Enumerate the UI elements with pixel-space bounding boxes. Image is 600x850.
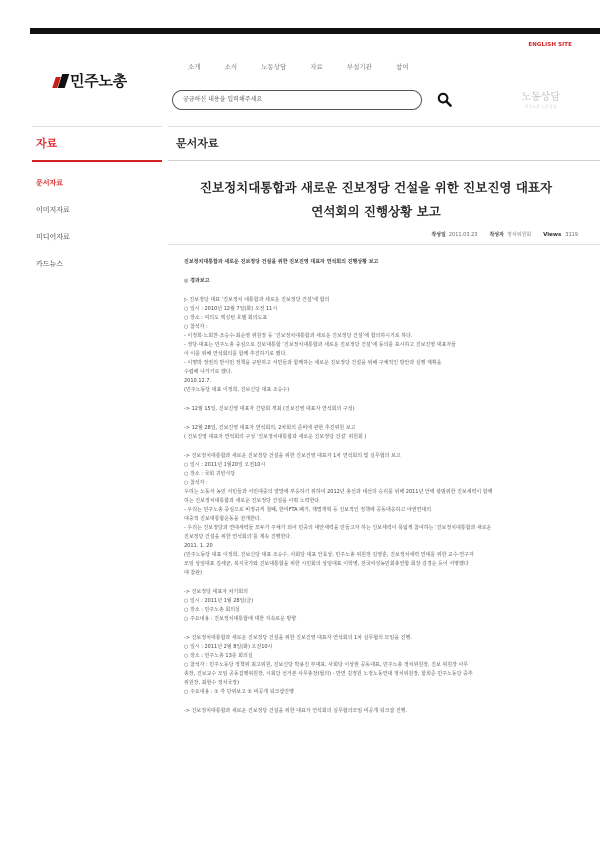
divider [168,126,600,127]
sidebar-menu [36,178,70,286]
nav-item-news[interactable]: 소식 [224,63,238,71]
body-line: ○ 주요내용 : ① 각 단위보고 ② 비공개 워크샵진행 [184,689,294,695]
body-line: ○ 장소 : 민주노총 13층 회의실 [184,653,253,659]
post-author: 정치위원회 [506,232,532,238]
body-line: ○ 일시 : 2011년 2월 8일(화) 오전10시 [184,644,273,650]
body-line: (민주노동당 대표 이정희, 진보신당 대표 조승수, 사회당 대표 안효상, 민주노총 위원장 김영훈, 진보정치세력 연대를 위한 교수·연구자 [184,552,474,558]
nav-item-intro[interactable]: 소개 [188,63,201,71]
nav-item-counsel[interactable]: 노동상담 [261,63,287,71]
sidebar-item-cardnews[interactable]: 카드뉴스 [36,260,64,268]
body-line: 대중적 진보대통합운동을 전개한다. [184,516,262,522]
post-date: 2011.03.23 [448,232,478,238]
body-line: -> 12월 15일, 진보진영 대표자 간담회 개최 (진보진영 대표자 연석회의 구성) [184,406,355,412]
body-line: -> 진보정당 대표자 차기회의 [184,589,248,595]
banner-subtitle: 민주노총 노동상담 [524,104,557,109]
sidebar-item-images[interactable]: 이미지자료 [36,206,70,214]
nav-item-participate[interactable]: 참여 [395,63,409,71]
body-line: - 이정희·노회찬·조승수·최순영 위원장 등 ‘진보정치대통합과 새로운 진보정당 건설’에 합의하시기로 하다. [184,333,413,339]
body-line: - 우리는 진보정당과 연대세력들 모두가 주체가 되어 민중의 대안세력을 만들고자 하는 진보세력이 폭넓게 참여하는 ‘진보정치대통합과 새로운 [184,525,492,531]
body-line: ○ 참석자 : [184,324,208,330]
body-line: 2011. 1. 20 [184,543,213,549]
paragraph-spacer [184,414,584,424]
banner-title: 노동상담 [521,92,560,103]
body-line: 진보정치대통합과 새로운 진보정당 건설을 위한 진보진영 대표자 연석회의 진행상황 보고 [184,259,379,265]
sidebar-item-documents[interactable]: 문서자료 [36,179,64,187]
body-line: -> 12월 28일, 진보진영 대표자 연석회의, 2차회의 준비에 관한 추진위원 보고 [184,425,356,431]
nav-item-resources[interactable]: 자료 [310,63,323,71]
body-line: -> 진보정치대통합과 새로운 진보정당 건설을 위한 진보진영 대표자 1차 연석회의 및 실무협의 보고 [184,453,401,459]
english-site-link[interactable]: ENGLISH SITE [528,42,572,48]
body-line: 위원장, 최현수 정치국장) [184,680,240,686]
paragraph-spacer [184,395,584,405]
body-line: 진보정당 건설을 위한 연석회의’를 계속 진행한다. [184,534,292,540]
body-line: 이 이를 위해 연석회의를 함께 추진하기로 했다. [184,351,287,357]
sidebar-title-underline [32,160,162,162]
nav-item-affiliates[interactable]: 부설기관 [346,63,372,71]
logo-text: 민주노총 [70,72,127,90]
page-title: 문서자료 [176,137,219,150]
body-line: ○ 일시 : 2011년 1월 28일(금) [184,598,254,604]
body-line: - 우리는 민주노총 중심으로 비정규직 철폐, 한미FTA 폐기, 재벌개혁 등 진보적인 정책에 공동대응하고 야권연대의 [184,507,432,513]
views-label: Views [543,232,562,238]
body-line: 총장, 진보교수 모임 공동집행위원장, 시회당 선거본 사무총장(협의) - 반면 김정원 노정노동연대 정치위원장, 함희준 민주노동당 중추 [184,671,473,677]
body-line: ○ 참석자 : [184,480,208,486]
paragraph-spacer [184,578,584,588]
logo-mark-icon [54,74,68,88]
body-line: 대 참관) [184,570,203,576]
paragraph-spacer [184,442,584,452]
body-line: ○ 일시 : 2011년 1월20일 오전10시 [184,462,266,468]
body-line: ( 진보진영 대표자 연석회의 구성 ‘진보정치대통합과 새로운 진보정당 건설’ 위원회 ) [184,434,367,440]
post-title [176,176,576,224]
post-meta [168,231,578,238]
top-bar [30,28,600,34]
main-navigation [188,62,433,71]
author-label: 작성자 [489,232,504,238]
search-icon[interactable] [437,92,452,107]
body-line: -> 진보정치대통합과 새로운 진보정당 건설을 위한 대표자 연석회의 실무협의모임 비공개 워크샵 진행. [184,708,408,714]
date-label: 작성일 [431,232,446,238]
post-title-line2: 연석회의 진행상황 보고 [311,204,441,219]
body-line: ○ 장소 : 국회 귀빈식당 [184,471,236,477]
body-line: - 정당·대표는 민주노총 중심으로 진보대통합 ‘진보정치대통합과 새로운 진보정당 건설’에 동의를 표시하고 진보진영 대표자들 [184,342,456,348]
body-line: 2010.12.7. [184,378,212,384]
body-line: - 이명박 정권의 반서민 정책을 규탄하고 서민들과 함께하는 새로운 진보정당 건설을 위해 구체적인 방안과 실행 계획을 [184,360,442,366]
body-line: 모임 상임대표 김세균, 복지국가와 진보대통합을 위한 시민회의 상임대표 이학영, 전국여성농민회총연합 회장 김경순 등이 서명했다 [184,561,469,567]
body-line: 수립해 나가기로 했다. [184,369,233,375]
sidebar-item-media[interactable]: 미디어자료 [36,233,70,241]
paragraph-spacer [184,624,584,634]
body-line: ○ 일시 : 2010년 12월 7일(화) 오전 11시 [184,306,278,312]
body-line: 하는 진보정치대통합과 새로운 진보정당 건설을 이뤄 노력한다. [184,498,321,504]
paragraph-spacer [184,697,584,707]
body-line: ○ 장소 : 여의도 렉싱턴 호텔 회의도표 [184,315,268,321]
post-body [184,258,584,716]
divider [32,126,162,127]
search-input[interactable] [172,90,422,110]
body-line: 우리는 노동자 농민 서민들과 서민대중의 열망에 부응하기 위하여 2012년 총선과 대선의 승리를 위해 2011년 안에 광범위한 진보세력이 함께 [184,489,493,495]
body-line: (민주노동당 대표 이정희, 진보신당 대표 조승수) [184,387,290,393]
logo[interactable] [54,70,127,91]
paragraph-spacer [184,286,584,296]
page-title-underline [168,160,600,161]
paragraph-spacer [184,267,584,277]
body-line: ▷ 진보정당 대표 ‘진보정치 대통합과 새로운 진보정당 건설’에 합의 [184,297,330,303]
body-line: ○ 주요내용 : 진보정치대통합에 대한 지속로운 방향 [184,616,297,622]
body-line: ◎ 경과보고 [184,278,210,284]
body-line: ○ 장소 : 민주노총 회의실 [184,607,240,613]
body-line: ○ 참석자 : 민주노동당 정책위 최고위원, 진보신당 박용진 부대표, 사회당 이상현 공동대표, 민주노총 정치위원장, 진보 위원장 사무 [184,662,469,668]
search-placeholder: 궁금하신 내용을 입력해주세요 [183,96,263,103]
body-line: -> 진보정치대통합과 새로운 진보정당 건설을 위한 진보진영 대표자 연석회의 1차 실무협의 모임을 진행. [184,635,412,641]
sidebar-title: 자료 [36,137,58,150]
post-title-line1: 진보정치대통합과 새로운 진보정당 건설을 위한 진보진영 대표자 [199,180,553,195]
labor-counsel-banner[interactable] [521,88,560,110]
views-count: 3119 [565,232,578,238]
meta-divider [168,244,600,245]
